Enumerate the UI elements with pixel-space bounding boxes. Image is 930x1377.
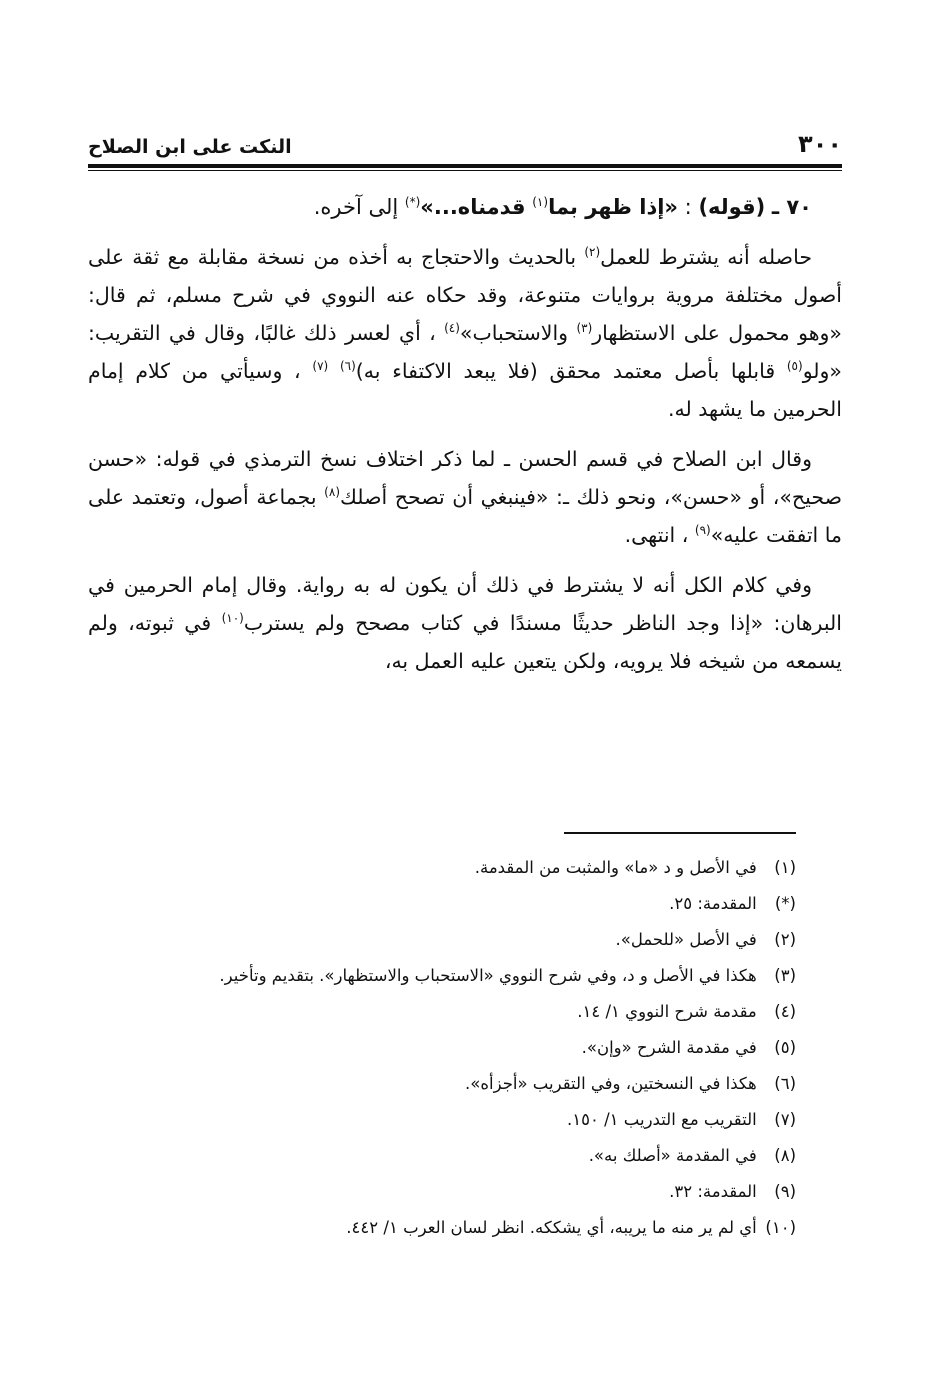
footnote-text: في الأصل و د «ما» والمثبت من المقدمة. bbox=[474, 858, 757, 877]
footnote-text: هكذا في النسختين، وفي التقريب «أجزأه». bbox=[465, 1074, 757, 1093]
header-rule-thin bbox=[88, 170, 842, 171]
footnote-text: المقدمة: ٣٢. bbox=[669, 1182, 757, 1201]
footnote-ref: (٢) bbox=[584, 245, 601, 260]
text-run: قابلها بأصل معتمد محقق (فلا يبعد الاكتفاء به) bbox=[355, 359, 776, 383]
footnote-ref: (١) bbox=[532, 195, 549, 209]
footnote-number: (٤) bbox=[774, 1002, 796, 1021]
footnote-item bbox=[88, 1030, 796, 1066]
text-run: ، انتهى. bbox=[624, 523, 689, 547]
text-run: وفي كلام الكل أنه لا يشترط في ذلك أن يكون له به رواية. وقال إمام الحرمين في البرهان: «إذا وجد الناظر حديثًا مسندًا في كتاب مصحح ولم يسترب bbox=[88, 573, 842, 635]
page-header bbox=[88, 118, 842, 158]
footnote-text: في المقدمة «أصلك به». bbox=[588, 1146, 757, 1165]
footnote-number: (٩) bbox=[774, 1182, 796, 1201]
header-rule-thick bbox=[88, 164, 842, 168]
footnote-ref: (٥) bbox=[786, 359, 803, 374]
footnote-item bbox=[88, 886, 796, 922]
text-run: في ثبوته، ولم يسمعه من شيخه فلا يرويه، ولكن يتعين عليه العمل به، bbox=[88, 611, 842, 673]
footnote-number: (*) bbox=[774, 894, 796, 913]
footnote-number: (١) bbox=[774, 858, 796, 877]
footnote-ref: (٩) bbox=[694, 523, 711, 538]
footnote-ref: (١٠) bbox=[221, 611, 244, 626]
footnote-number: (٥) bbox=[774, 1038, 796, 1057]
footnote-ref: (٧) bbox=[312, 359, 329, 374]
footnote-item bbox=[88, 1174, 796, 1210]
footnote-item bbox=[88, 994, 796, 1030]
paragraph-3 bbox=[88, 566, 842, 680]
heading-number: ٧٠ ـ bbox=[771, 195, 812, 219]
footnote-ref: (٨) bbox=[324, 485, 340, 500]
heading-colon: : bbox=[684, 195, 692, 219]
footnote-item bbox=[88, 958, 796, 994]
footnote-text: المقدمة: ٢٥. bbox=[669, 894, 757, 913]
text-run: وقال ابن الصلاح في قسم الحسن ـ لما ذكر اختلاف نسخ الترمذي في قوله: «حسن صحيح»، أو «حسن»، ونحو ذلك ـ: «فينبغي أن تصحح أصلك bbox=[88, 447, 842, 509]
footnote-separator bbox=[564, 832, 796, 834]
heading-tail: إلى آخره. bbox=[313, 195, 399, 219]
section-heading bbox=[88, 188, 842, 226]
book-title: النكت على ابن الصلاح bbox=[88, 136, 292, 158]
footnote-ref: (٣) bbox=[576, 321, 593, 336]
heading-quote-open: «إذا ظهر بما bbox=[548, 195, 678, 219]
footnote-ref: (٦) bbox=[339, 359, 356, 374]
footnote-item bbox=[88, 922, 796, 958]
text-run: ، أي لعسر ذلك غالبًا، وقال في التقريب: «ولو bbox=[88, 321, 842, 383]
footnote-item bbox=[88, 850, 796, 886]
footnote-item bbox=[88, 1210, 796, 1246]
text-run: والاستحباب» bbox=[459, 321, 569, 345]
footnote-number: (٧) bbox=[774, 1110, 796, 1129]
footnote-text: في مقدمة الشرح «وإن». bbox=[581, 1038, 757, 1057]
footnote-item bbox=[88, 1066, 796, 1102]
footnote-item bbox=[88, 1102, 796, 1138]
page-number: ٣٠٠ bbox=[798, 130, 842, 158]
text-run: حاصله أنه يشترط للعمل bbox=[600, 245, 812, 269]
footnote-number: (١٠) bbox=[765, 1218, 796, 1237]
text-run: بالحديث والاحتجاج به أخذه من نسخة مقابلة مع ثقة على أصول مختلفة مروية بروايات متنوعة، وقد حكاه عنه النووي في شرح مسلم، ثم قال: «وهو محمول على الاستظهار bbox=[88, 245, 842, 345]
footnote-number: (٢) bbox=[774, 930, 796, 949]
paragraph-1 bbox=[88, 238, 842, 428]
footnote-ref: (٤) bbox=[444, 321, 460, 336]
heading-qawluhu: (قوله) bbox=[698, 195, 766, 219]
footnote-text: أي لم ير منه ما يريبه، أي يشككه. انظر لسان العرب ١/ ٤٤٢. bbox=[346, 1218, 757, 1237]
paragraph-2 bbox=[88, 440, 842, 554]
footnote-text: التقريب مع التدريب ١/ ١٥٠. bbox=[567, 1110, 757, 1129]
footnote-number: (٣) bbox=[774, 966, 796, 985]
heading-quote-close: قدمناه...» bbox=[420, 195, 526, 219]
text-run: بجماعة أصول، وتعتمد على ما اتفقت عليه» bbox=[88, 485, 842, 547]
footnote-ref: (*) bbox=[404, 195, 421, 209]
footnote-text: في الأصل «للحمل». bbox=[615, 930, 757, 949]
footnote-text: مقدمة شرح النووي ١/ ١٤. bbox=[577, 1002, 757, 1021]
footnote-text: هكذا في الأصل و د، وفي شرح النووي «الاستحباب والاستظهار». بتقديم وتأخير. bbox=[219, 966, 757, 985]
footnotes-list bbox=[88, 850, 796, 1246]
footnote-item bbox=[88, 1138, 796, 1174]
main-text bbox=[88, 188, 842, 692]
footnote-number: (٨) bbox=[774, 1146, 796, 1165]
text-run: ، وسيأتي من كلام إمام الحرمين ما يشهد له. bbox=[88, 359, 842, 421]
footnote-number: (٦) bbox=[774, 1074, 796, 1093]
